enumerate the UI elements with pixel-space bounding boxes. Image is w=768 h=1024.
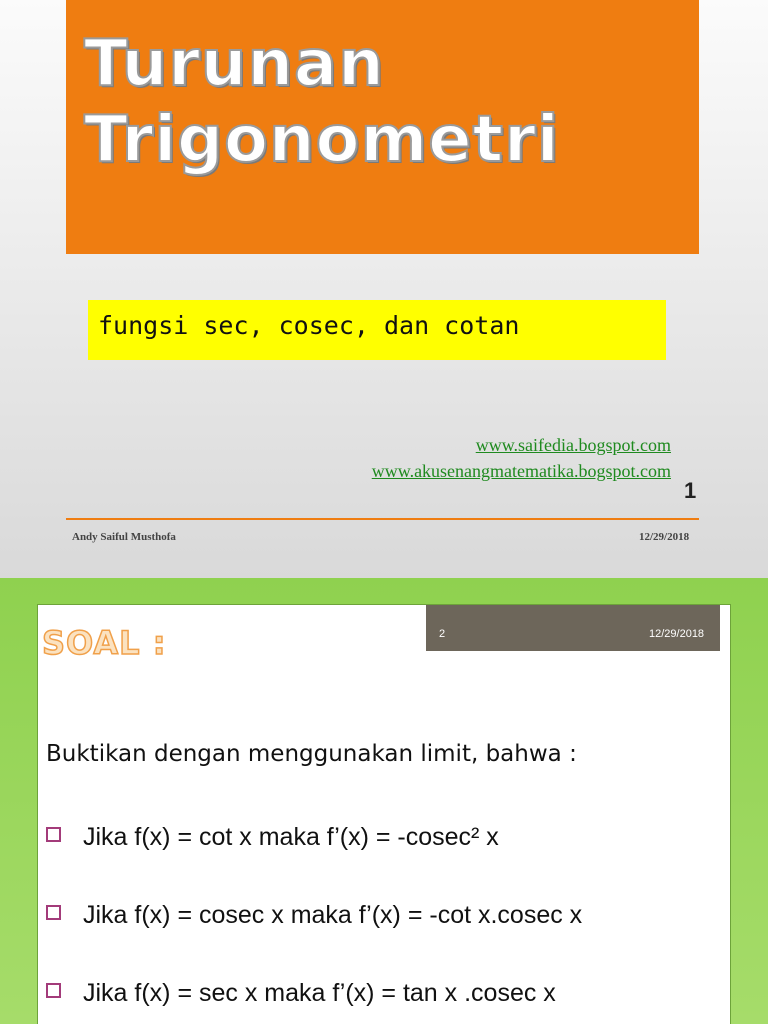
- soal-heading: SOAL :: [42, 624, 167, 662]
- akusenangmatematika-link[interactable]: www.akusenangmatematika.bogspot.com: [371, 461, 671, 481]
- problem-item-text: Jika f(x) = sec x maka f’(x) = tan x .cosec x: [83, 979, 556, 1007]
- footer-date: 12/29/2018: [639, 531, 690, 543]
- slide-number: 2: [439, 628, 446, 640]
- slide-tab-bar: [426, 605, 720, 651]
- title-banner: [66, 0, 699, 254]
- hollow-square-bullet-icon: [46, 983, 61, 998]
- hollow-square-bullet-icon: [46, 827, 61, 842]
- problem-item: [46, 823, 499, 852]
- problem-item-text: Jika f(x) = cosec x maka f’(x) = -cot x.cosec x: [83, 901, 583, 929]
- title-line-1: Turunan: [84, 27, 385, 101]
- problem-intro: Buktikan dengan menggunakan limit, bahwa :: [46, 741, 577, 767]
- slide-tab: [421, 605, 725, 656]
- problem-item-text: Jika f(x) = cot x maka f’(x) = -cosec² x: [83, 823, 499, 851]
- title-line-2: Trigonometri: [84, 103, 560, 177]
- problem-item: [46, 901, 582, 930]
- subtitle-highlight: [88, 300, 666, 360]
- slide-2: [0, 578, 768, 1024]
- footer-divider: [66, 518, 699, 520]
- slide-date: 12/29/2018: [649, 628, 705, 640]
- slide-title: [84, 26, 560, 178]
- hollow-square-bullet-icon: [46, 905, 61, 920]
- content-panel: [37, 604, 731, 1024]
- saifedia-link[interactable]: www.saifedia.bogspot.com: [475, 435, 671, 455]
- slide-subtitle: fungsi sec, cosec, dan cotan: [98, 311, 520, 340]
- footer-author: Andy Saiful Musthofa: [72, 531, 176, 543]
- slide-number: 1: [684, 478, 697, 503]
- problem-item: [46, 979, 556, 1008]
